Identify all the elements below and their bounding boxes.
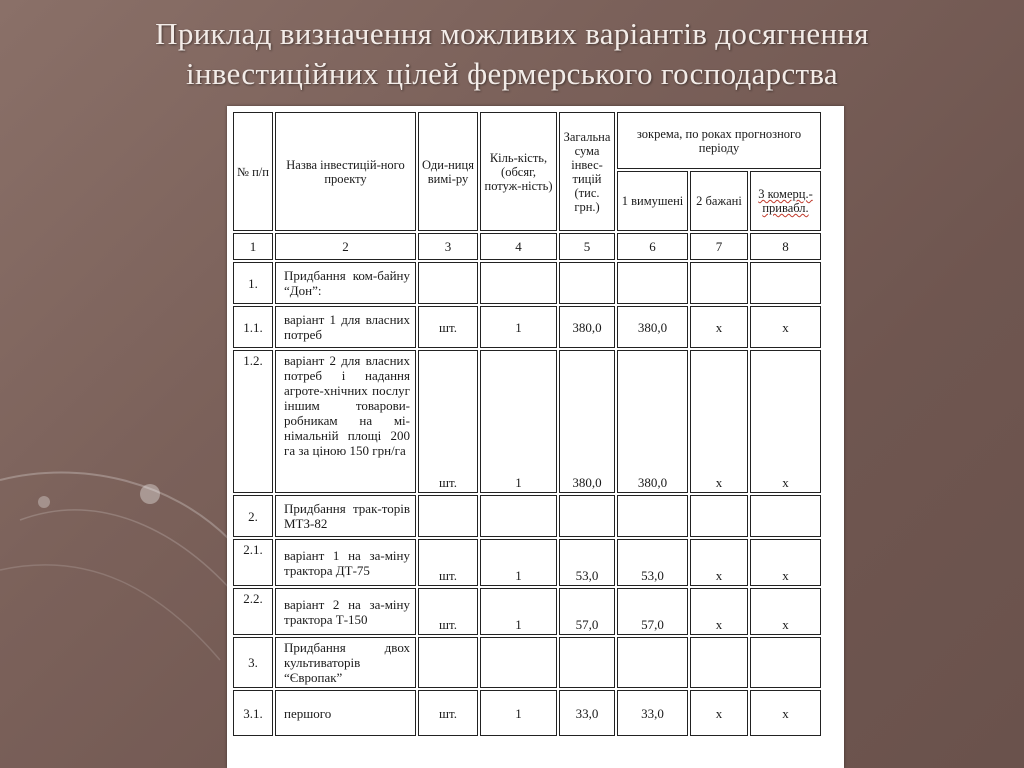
row-qty	[480, 637, 557, 688]
row-year-3	[750, 262, 821, 304]
row-year-1	[617, 637, 688, 688]
row-year-2	[690, 262, 748, 304]
row-name: Придбання двох культиваторів “Європак”	[275, 637, 416, 688]
row-year-2	[690, 637, 748, 688]
header-year-3	[750, 171, 821, 231]
row-year-3: х	[750, 588, 821, 635]
row-total: 380,0	[559, 306, 615, 348]
col-number: 8	[750, 233, 821, 260]
col-number: 4	[480, 233, 557, 260]
col-number: 6	[617, 233, 688, 260]
table-row	[233, 690, 821, 736]
row-total	[559, 495, 615, 537]
row-num: 1.	[233, 262, 273, 304]
table-row	[233, 262, 821, 304]
row-year-2	[690, 495, 748, 537]
row-total	[559, 262, 615, 304]
col-number: 5	[559, 233, 615, 260]
row-unit	[418, 495, 478, 537]
row-unit	[418, 262, 478, 304]
row-name: варіант 2 для власних потреб і надання агроте-хнічних послуг іншим товарови-робникам на мі-німальній площі 200 га за ціною 150 грн/га	[275, 350, 416, 493]
header-total: Загальна сума інвес-тицій (тис. грн.)	[559, 112, 615, 231]
table-row	[233, 637, 821, 688]
row-name: першого	[275, 690, 416, 736]
row-num: 2.1.	[233, 539, 273, 586]
row-num: 1.2.	[233, 350, 273, 493]
header-name: Назва інвестицій-ного проекту	[275, 112, 416, 231]
row-total: 33,0	[559, 690, 615, 736]
col-number: 1	[233, 233, 273, 260]
row-year-3	[750, 637, 821, 688]
header-year-2: 2 бажані	[690, 171, 748, 231]
header-split: зокрема, по роках прогнозного періоду	[617, 112, 821, 169]
table-row	[233, 539, 821, 586]
row-year-1	[617, 262, 688, 304]
row-total: 380,0	[559, 350, 615, 493]
row-unit: шт.	[418, 306, 478, 348]
row-unit	[418, 637, 478, 688]
col-number: 2	[275, 233, 416, 260]
row-qty: 1	[480, 350, 557, 493]
row-year-2: х	[690, 539, 748, 586]
row-unit: шт.	[418, 690, 478, 736]
row-qty	[480, 262, 557, 304]
slide-title	[0, 14, 1024, 94]
header-qty: Кіль-кість, (обсяг, потуж-ність)	[480, 112, 557, 231]
row-year-2: х	[690, 588, 748, 635]
col-number: 3	[418, 233, 478, 260]
row-qty: 1	[480, 539, 557, 586]
row-year-3: х	[750, 306, 821, 348]
row-name: варіант 2 на за-міну трактора Т-150	[275, 588, 416, 635]
row-year-2: х	[690, 690, 748, 736]
row-unit: шт.	[418, 350, 478, 493]
table-row	[233, 350, 821, 493]
row-total: 53,0	[559, 539, 615, 586]
investment-variants-table	[231, 110, 823, 738]
row-total	[559, 637, 615, 688]
slide-title-line-2: інвестиційних цілей фермерського господарства	[186, 56, 838, 91]
row-year-1: 33,0	[617, 690, 688, 736]
row-unit: шт.	[418, 588, 478, 635]
row-name: Придбання трак-торів МТЗ-82	[275, 495, 416, 537]
row-unit: шт.	[418, 539, 478, 586]
row-num: 3.	[233, 637, 273, 688]
table-row	[233, 495, 821, 537]
row-num: 3.1.	[233, 690, 273, 736]
row-year-2: х	[690, 306, 748, 348]
row-year-1	[617, 495, 688, 537]
table-row	[233, 588, 821, 635]
slide-title-line-1: Приклад визначення можливих варіантів досягнення	[155, 16, 869, 51]
col-number: 7	[690, 233, 748, 260]
header-year-3-text: 3 комерц.-привабл.	[758, 187, 813, 215]
row-year-1: 380,0	[617, 306, 688, 348]
row-year-3: х	[750, 350, 821, 493]
row-num: 2.2.	[233, 588, 273, 635]
row-qty: 1	[480, 690, 557, 736]
table-row	[233, 306, 821, 348]
row-num: 1.1.	[233, 306, 273, 348]
row-year-3	[750, 495, 821, 537]
row-qty: 1	[480, 588, 557, 635]
row-year-3: х	[750, 690, 821, 736]
row-year-3: х	[750, 539, 821, 586]
row-year-2: х	[690, 350, 748, 493]
header-num: № п/п	[233, 112, 273, 231]
row-year-1: 57,0	[617, 588, 688, 635]
row-total: 57,0	[559, 588, 615, 635]
row-name: варіант 1 на за-міну трактора ДТ-75	[275, 539, 416, 586]
row-name: варіант 1 для власних потреб	[275, 306, 416, 348]
table-sheet	[227, 106, 844, 768]
row-year-1: 53,0	[617, 539, 688, 586]
header-unit: Оди-ниця вимі-ру	[418, 112, 478, 231]
row-qty	[480, 495, 557, 537]
row-name: Придбання ком-байну “Дон”:	[275, 262, 416, 304]
row-year-1: 380,0	[617, 350, 688, 493]
row-num: 2.	[233, 495, 273, 537]
row-qty: 1	[480, 306, 557, 348]
header-year-1: 1 вимушені	[617, 171, 688, 231]
